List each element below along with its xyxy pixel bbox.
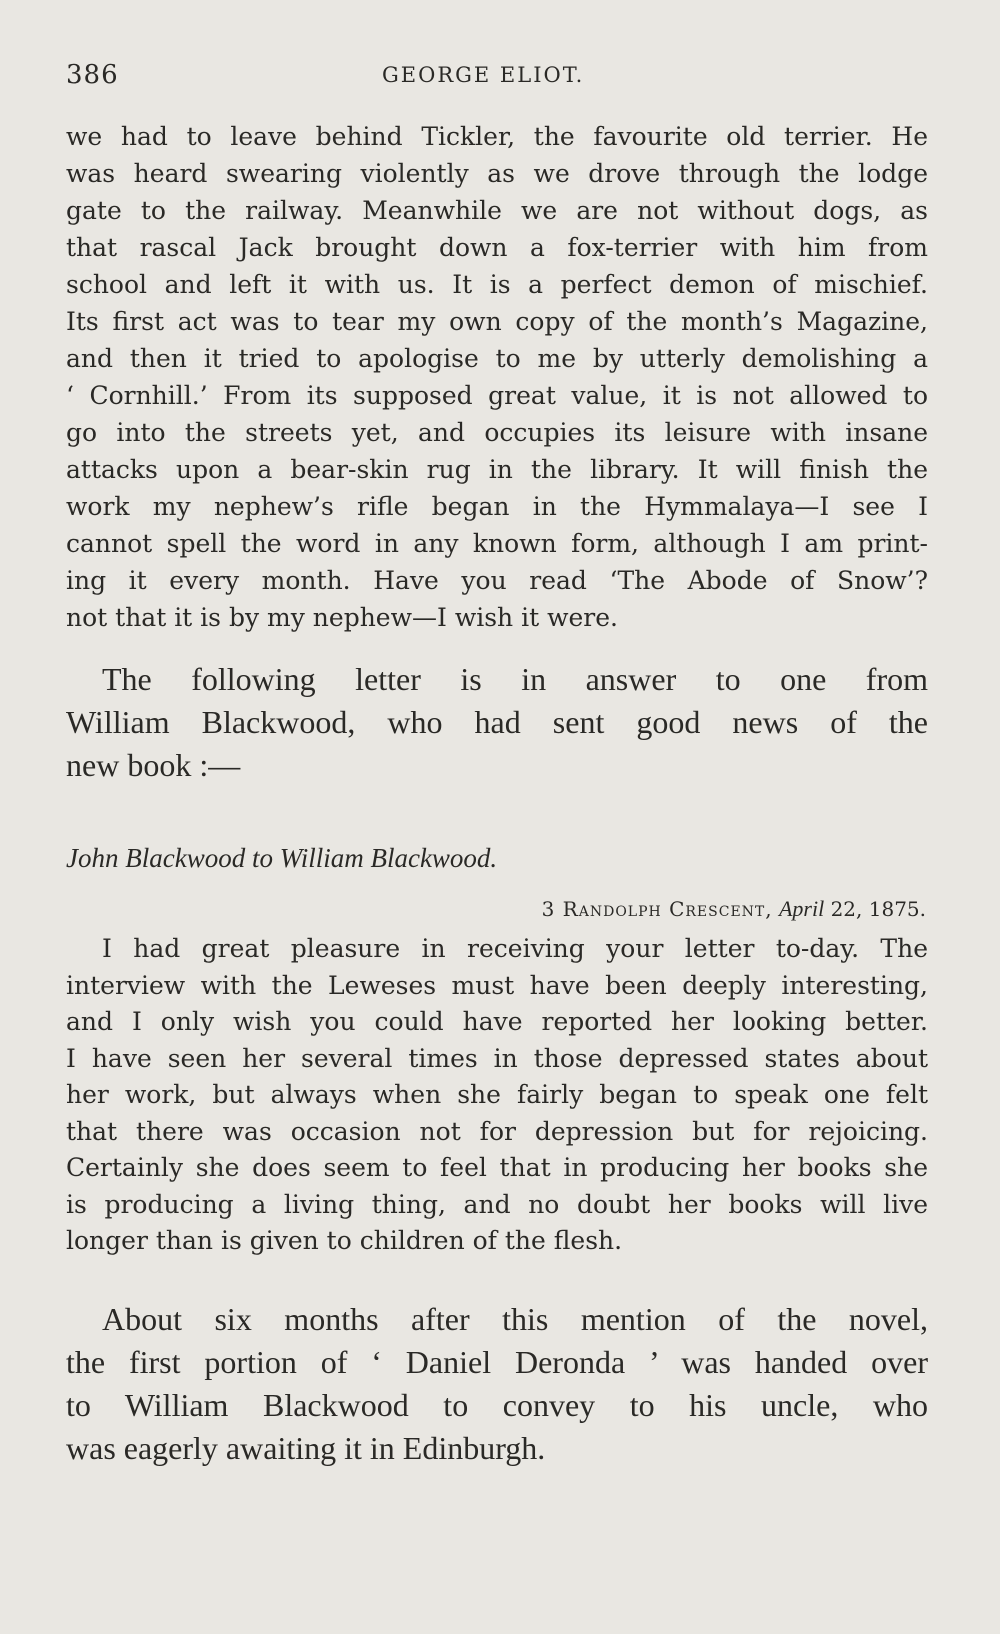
text-line: new book :— bbox=[66, 747, 241, 783]
text-line: to William Blackwood to convey to his uncle, who bbox=[66, 1386, 928, 1423]
text-line: not that it is by my nephew—I wish it were. bbox=[66, 603, 618, 632]
text-line: The following letter is in answer to one from bbox=[102, 661, 928, 697]
continued-letter-text bbox=[66, 118, 928, 636]
text-line: About six months after this mention of the novel, bbox=[102, 1300, 928, 1337]
running-head bbox=[66, 60, 928, 94]
text-line: and I only wish you could have reported her looking better. bbox=[66, 1007, 928, 1036]
text-line: I had great pleasure in receiving your letter to-day. The bbox=[102, 934, 928, 963]
text-line: ing it every month. Have you read ‘The Abode of Snow’? bbox=[66, 566, 928, 595]
text-line: the first portion of ‘ Daniel Deronda ’ was handed over bbox=[66, 1343, 928, 1380]
text-line: longer than is given to children of the flesh. bbox=[66, 1226, 623, 1255]
text-line: Certainly she does seem to feel that in producing her books she bbox=[66, 1153, 928, 1182]
text-line: was heard swearing violently as we drove through the lodge bbox=[66, 159, 928, 188]
letter-heading: John Blackwood to William Blackwood. bbox=[66, 843, 498, 873]
text-line: her work, but always when she fairly began to speak one felt bbox=[66, 1080, 928, 1109]
narrative-paragraph bbox=[66, 1298, 928, 1470]
text-line: that rascal Jack brought down a fox-terrier with him from bbox=[66, 233, 928, 262]
text-line: William Blackwood, who had sent good news of the bbox=[66, 704, 928, 740]
text-line: interview with the Leweses must have been deeply interesting, bbox=[66, 970, 928, 1000]
dateline-month: April bbox=[778, 896, 825, 921]
text-line: work my nephew’s rifle began in the Hymmalaya—I see I bbox=[66, 492, 928, 521]
text-line: school and left it with us. It is a perfect demon of mischief. bbox=[66, 270, 928, 299]
text-line: was eagerly awaiting it in Edinburgh. bbox=[66, 1429, 546, 1466]
text-line: that there was occasion not for depression but for rejoicing. bbox=[66, 1116, 928, 1146]
book-page bbox=[66, 60, 928, 1470]
text-line: we had to leave behind Tickler, the favourite old terrier. He bbox=[66, 122, 928, 151]
running-title: GEORGE ELIOT. bbox=[382, 63, 585, 87]
text-line: gate to the railway. Meanwhile we are not without dogs, as bbox=[66, 196, 928, 225]
letter-body bbox=[66, 931, 928, 1260]
letter-dateline bbox=[66, 895, 928, 923]
dateline-date: 22, 1875. bbox=[830, 897, 926, 921]
dateline-address: 3 Randolph Crescent, bbox=[541, 897, 773, 921]
text-line: attacks upon a bear-skin rug in the library. It will finish the bbox=[66, 455, 928, 484]
text-line: and then it tried to apologise to me by utterly demolishing a bbox=[66, 344, 928, 373]
text-line: cannot spell the word in any known form, although I am print- bbox=[66, 529, 928, 558]
page-number: 386 bbox=[66, 60, 119, 90]
text-line: go into the streets yet, and occupies its leisure with insane bbox=[66, 418, 928, 447]
narrative-paragraph bbox=[66, 658, 928, 787]
text-line: is producing a living thing, and no doubt her books will live bbox=[66, 1189, 928, 1219]
text-line: ‘ Cornhill.’ From its supposed great value, it is not allowed to bbox=[66, 381, 928, 410]
text-line: Its first act was to tear my own copy of the month’s Magazine, bbox=[66, 307, 928, 336]
text-line: I have seen her several times in those depressed states about bbox=[66, 1043, 928, 1073]
